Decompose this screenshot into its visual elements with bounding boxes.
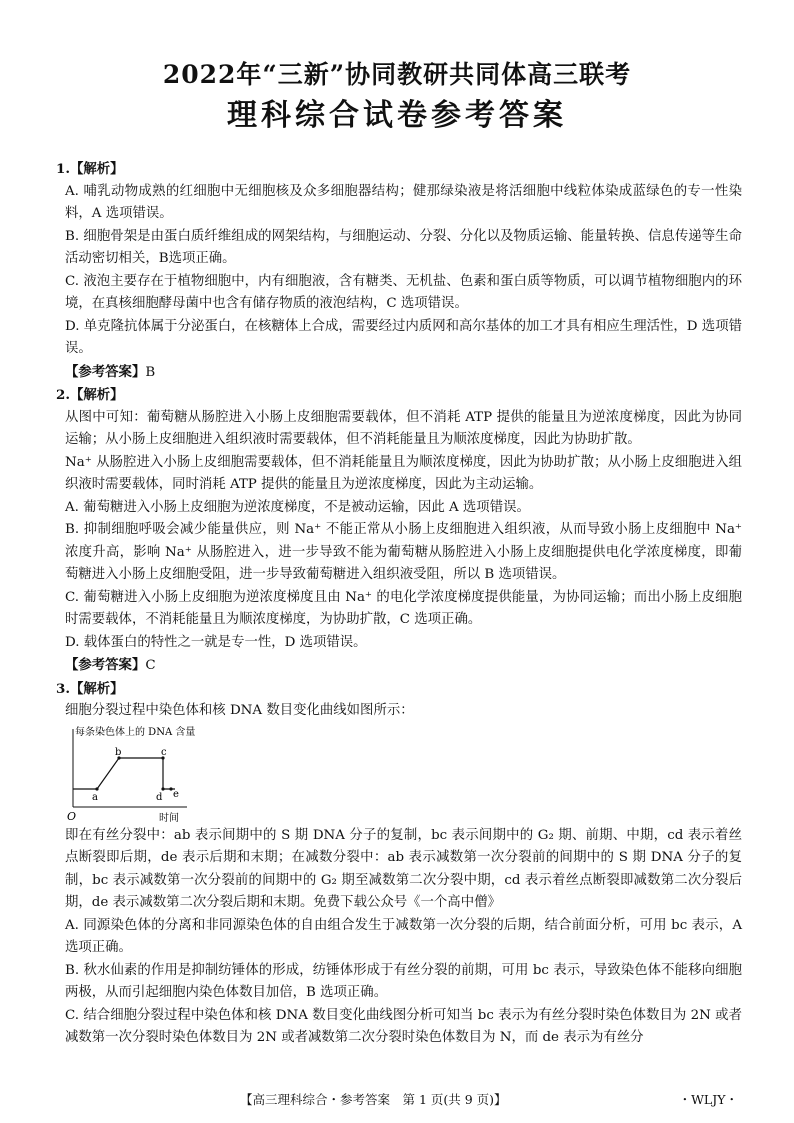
q3-option-b: B. 秋水仙素的作用是抑制纺锤体的形成，纺锤体形成于有丝分裂的前期，可用 bc 表示，导致染色体不能移向细胞两极，从而引起细胞内染色体数目加倍，B 选项正确。 <box>65 962 742 1000</box>
origin-label: O <box>67 809 77 823</box>
dna-content-figure <box>67 725 247 825</box>
q3-option-a: A. 同源染色体的分离和非同源染色体的自由组合发生于减数第一次分裂的后期，结合前面分析，可用 bc 表示，A 选项正确。 <box>65 917 742 955</box>
q2-paragraph-2: Na⁺ 从肠腔进入小肠上皮细胞需要载体，但不消耗能量且为顺浓度梯度，因此为协助扩散；从小肠上皮细胞进入组织液时需要载体，同时消耗 ATP 提供的能量且为逆浓度梯度，因此为主动运输。 <box>65 454 742 492</box>
q1-option-a: A. 哺乳动物成熟的红细胞中无细胞核及众多细胞器结构；健那绿染液是将活细胞中线粒体染成蓝绿色的专一性染料，A 选项错误。 <box>65 183 742 221</box>
q3-option-c: C. 结合细胞分裂过程中染色体和核 DNA 数目变化曲线图分析可知当 bc 表示为有丝分裂时染色体数目为 2N 或者减数第一次分裂时染色体数目为 2N 或者减数第二次分裂时染色体数目为 N，而 de 表示为有丝分 <box>65 1007 742 1045</box>
q2-paragraph-1: 从图中可知：葡萄糖从肠腔进入小肠上皮细胞需要载体，但不消耗 ATP 提供的能量且为逆浓度梯度，因此为协同运输；从小肠上皮细胞进入组织液时需要载体，但不消耗能量且为顺浓度梯度，因此为协助扩散。 <box>65 409 742 447</box>
exam-subtitle: 理科综合试卷参考答案 <box>227 98 567 133</box>
label-e: e <box>173 788 179 800</box>
answer-value: C <box>145 658 156 673</box>
q2-option-d: D. 载体蛋白的特性之一就是专一性，D 选项错误。 <box>65 634 367 650</box>
answer-content <box>56 158 742 1050</box>
label-b: b <box>115 746 122 758</box>
q2-option-c: C. 葡萄糖进入小肠上皮细胞为逆浓度梯度且由 Na⁺ 的电化学浓度梯度提供能量，为协同运输；而出小肠上皮细胞时需要载体，不消耗能量且为顺浓度梯度，为协助扩散，C 选项正确。 <box>65 589 742 627</box>
q1-answer <box>56 361 742 385</box>
q2-option-a: A. 葡萄糖进入小肠上皮细胞为逆浓度梯度，不是被动运输，因此 A 选项错误。 <box>65 499 530 515</box>
q3-intro: 细胞分裂过程中染色体和核 DNA 数目变化曲线如图所示： <box>65 703 414 718</box>
answer-label: 【参考答案】 <box>65 363 146 380</box>
q3-heading: 3.【解析】 <box>56 680 124 697</box>
label-d: d <box>156 791 163 803</box>
figure-ylabel: 每条染色体上的 DNA 含量 <box>75 726 196 738</box>
exam-title: 2022年“三新”协同教研共同体高三联考 <box>162 60 632 89</box>
q2-heading: 2.【解析】 <box>56 387 124 403</box>
q2-option-b: B. 抑制细胞呼吸会减少能量供应，则 Na⁺ 不能正常从小肠上皮细胞进入组织液，从而导致小肠上皮细胞中 Na⁺ 浓度升高，影响 Na⁺ 从肠腔进入，进一步导致不能为葡萄糖从肠腔进入小肠上皮细胞提供电化学浓度梯度，即葡萄糖进入小肠上皮细胞受阻，进一步导致葡萄糖进入组织液受阻，所以 B 选项错误。 <box>65 522 742 582</box>
q3-paragraph-1: 即在有丝分裂中：ab 表示间期中的 S 期 DNA 分子的复制，bc 表示间期中的 G₂ 期、前期、中期，cd 表示着丝点断裂即后期，de 表示后期和末期；在减数分裂中：ab 表示减数第一次分裂前的间期中的 S 期 DNA 分子的复制，bc 表示减数第一次分裂前的间期中的 G₂ 期至减数第二次分裂中期，cd 表示着丝点断裂即减数第二次分裂后期，de 表示减数第二次分裂后期和末期。免费下载公众号《一个高中僧》 <box>65 827 742 910</box>
dna-curve-svg <box>67 725 247 825</box>
dna-curve <box>73 758 175 789</box>
footer-code: ・WLJY・ <box>678 1092 738 1107</box>
point-d <box>161 787 164 790</box>
q1-heading: 1.【解析】 <box>56 161 124 177</box>
label-c: c <box>161 746 167 758</box>
footer-page-info: 【高三理科综合・参考答案 第 1 页(共 9 页)】 <box>240 1092 507 1107</box>
q1-option-c: C. 液泡主要存在于植物细胞中，内有细胞液，含有糖类、无机盐、色素和蛋白质等物质，可以调节植物细胞内的环境，在真核细胞酵母菌中也含有储存物质的液泡结构，C 选项错误。 <box>65 273 742 311</box>
q2-answer <box>56 654 742 678</box>
point-a <box>95 787 98 790</box>
figure-xlabel: 时间 <box>159 812 179 824</box>
answer-label: 【参考答案】 <box>65 657 146 673</box>
q1-option-d: D. 单克隆抗体属于分泌蛋白，在核糖体上合成，需要经过内质网和高尔基体的加工才具有相应生理活性，D 选项错误。 <box>65 318 742 356</box>
q1-option-b: B. 细胞骨架是由蛋白质纤维组成的网架结构，与细胞运动、分裂、分化以及物质运输、能量转换、信息传递等生命活动密切相关，B选项正确。 <box>65 228 742 266</box>
label-a: a <box>92 791 98 803</box>
answer-value: B <box>145 364 156 380</box>
